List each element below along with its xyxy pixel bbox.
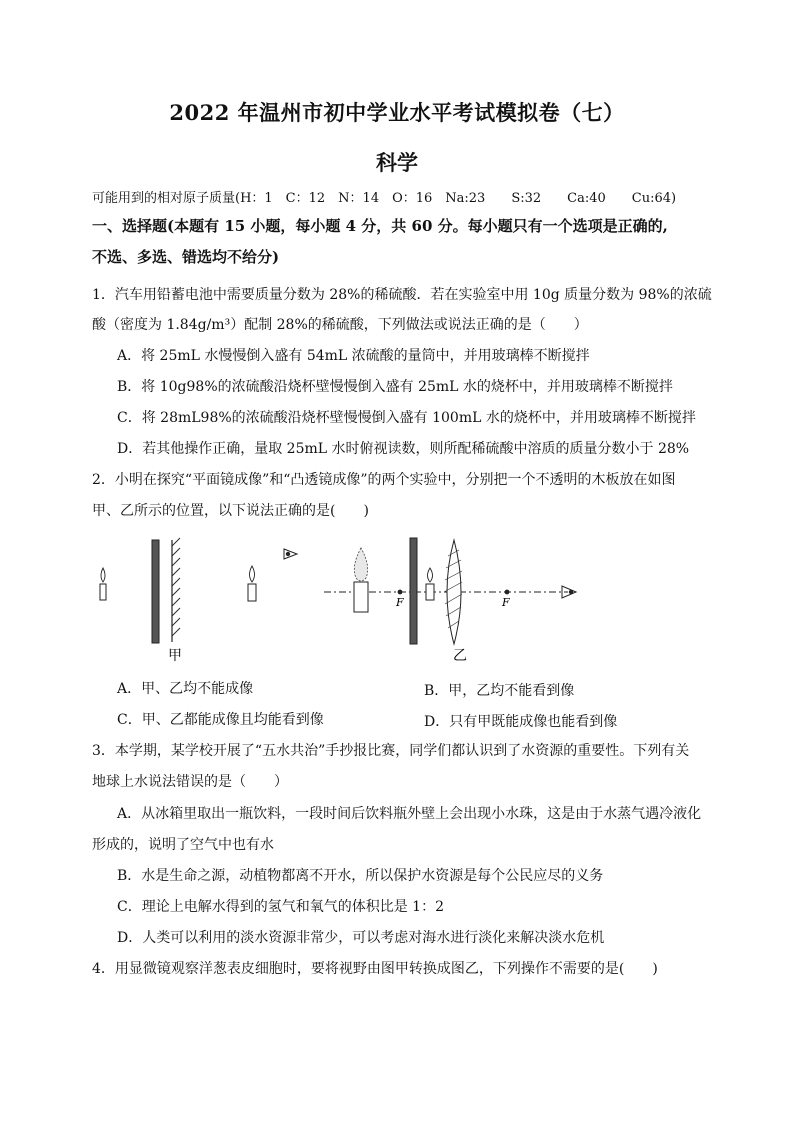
figure-jia <box>100 538 297 664</box>
opaque-board-yi <box>410 538 417 644</box>
plane-mirror <box>172 538 180 642</box>
q2-stem-line1: 2．小明在探究“平面镜成像”和“凸透镜成像”的两个实验中，分别把一个不透明的木板放在如图 <box>92 472 676 488</box>
q2-option-d: D．只有甲既能成像也能看到像 <box>424 714 618 730</box>
q2-option-c: C．甲、乙都能成像且均能看到像 <box>117 712 324 728</box>
candle-yi-large-icon <box>354 548 368 612</box>
figure-label-yi: 乙 <box>453 648 467 664</box>
focal-label-left: F <box>396 596 404 609</box>
atomic-masses: 可能用到的相对原子质量(H：1 C：12 N：14 O：16 Na:23 S:32 Ca:40 Cu:64) <box>92 191 677 206</box>
candle-yi-small-icon <box>426 568 434 600</box>
focal-label-right: F <box>502 596 510 609</box>
candle-small-left-icon <box>100 568 106 600</box>
candle-jia-icon <box>248 566 256 601</box>
q3-option-a-line1: A．从冰箱里取出一瓶饮料，一段时间后饮料瓶外壁上会出现小水珠，这是由于水蒸气遇冷液化 <box>117 806 702 822</box>
q1-option-b: B．将 10g98%的浓硫酸沿烧杯壁慢慢倒入盛有 25mL 水的烧杯中，并用玻璃棒不断搅拌 <box>117 379 673 395</box>
q2-option-a: A．甲、乙均不能成像 <box>117 681 254 697</box>
eye-jia-icon <box>284 549 297 559</box>
q2-option-b: B．甲，乙均不能看到像 <box>424 683 575 699</box>
focal-point-right <box>505 590 510 595</box>
q3-option-d: D．人类可以利用的淡水资源非常少，可以考虑对海水进行淡化来解决淡水危机 <box>117 930 605 946</box>
figure-yi <box>324 538 576 664</box>
exam-title: 2022 年温州市初中学业水平考试模拟卷（七） <box>169 100 625 125</box>
q1-option-c: C．将 28mL98%的浓硫酸沿烧杯壁慢慢倒入盛有 100mL 水的烧杯中，并用玻璃棒不断搅拌 <box>117 410 696 426</box>
convex-lens <box>444 540 462 644</box>
q1-option-a: A．将 25mL 水慢慢倒入盛有 54mL 浓硫酸的量筒中，并用玻璃棒不断搅拌 <box>117 348 590 364</box>
figure-label-jia: 甲 <box>168 648 182 664</box>
optics-figure <box>92 532 692 672</box>
q2-stem-line2: 甲、乙所示的位置，以下说法正确的是( ) <box>92 503 369 519</box>
q4-stem: 4．用显微镜观察洋葱表皮细胞时，要将视野由图甲转换成图乙，下列操作不需要的是( ) <box>92 961 658 977</box>
q3-stem-line2: 地球上水说法错误的是（ ） <box>92 774 288 790</box>
q3-stem-line1: 3．本学期，某学校开展了“五水共治”手抄报比赛，同学们都认识到了水资源的重要性。下列有关 <box>92 743 690 759</box>
exam-subject: 科学 <box>376 150 418 175</box>
focal-point-left <box>398 590 403 595</box>
opaque-board-jia <box>152 540 159 643</box>
q3-option-b: B．水是生命之源，动植物都离不开水，所以保护水资源是每个公民应尽的义务 <box>117 868 604 884</box>
q1-option-d: D．若其他操作正确，量取 25mL 水时俯视读数，则所配稀硫酸中溶质的质量分数小于 28% <box>117 441 690 457</box>
section-heading-line1: 一、选择题(本题有 15 小题，每小题 4 分，共 60 分。每小题只有一个选项是正确的, <box>92 217 668 235</box>
q3-option-a-line2: 形成的，说明了空气中也有水 <box>92 837 274 853</box>
q1-stem-line1: 1．汽车用铅蓄电池中需要质量分数为 28%的稀硫酸．若在实验室中用 10g 质量分数为 98%的浓硫 <box>92 287 712 303</box>
q1-stem-line2: 酸（密度为 1.84g/m³）配制 28%的稀硫酸，下列做法或说法正确的是（ ） <box>92 317 588 333</box>
section-heading-line2: 不选、多选、错选均不给分) <box>92 248 280 266</box>
q3-option-c: C．理论上电解水得到的氢气和氧气的体积比是 1：2 <box>117 899 444 915</box>
